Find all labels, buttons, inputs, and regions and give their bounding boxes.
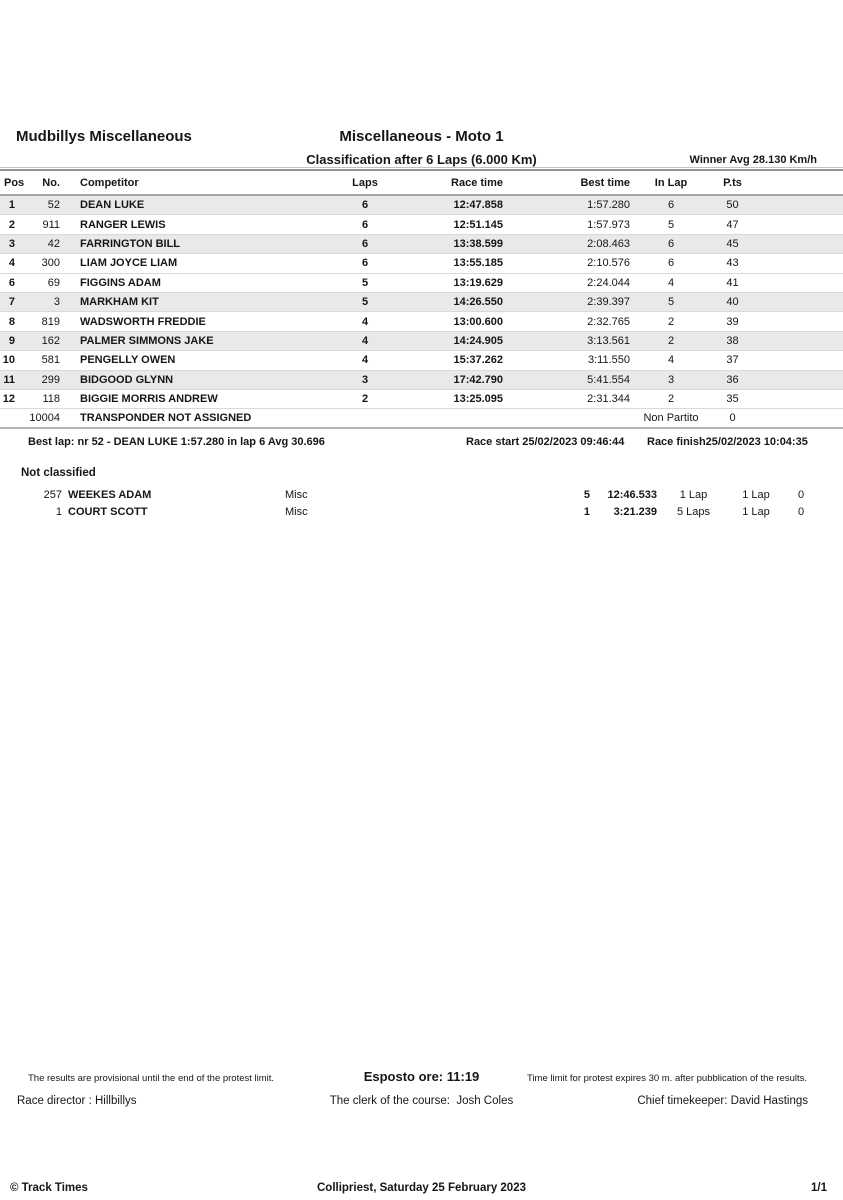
cell-laps: 5 bbox=[361, 276, 369, 289]
cell-pts: 45 bbox=[726, 237, 739, 250]
cell-best-time: 2:32.765 bbox=[587, 315, 630, 328]
table-row bbox=[0, 351, 843, 370]
cell-no: 581 bbox=[41, 354, 60, 367]
nc-cell-race-time: 12:46.533 bbox=[607, 488, 657, 501]
cell-pts: 35 bbox=[726, 393, 739, 406]
page-number: 1/1 bbox=[811, 1182, 827, 1194]
nc-cell-competitor: WEEKES ADAM bbox=[68, 488, 152, 501]
cell-pts: 47 bbox=[726, 218, 739, 231]
cell-competitor: LIAM JOYCE LIAM bbox=[80, 257, 178, 270]
esposto-time: Esposto ore: 11:19 bbox=[363, 1069, 480, 1084]
cell-in-lap: 6 bbox=[667, 237, 675, 250]
cell-pts: 37 bbox=[726, 354, 739, 367]
cell-race-time: 17:42.790 bbox=[453, 373, 503, 386]
cell-pos: 2 bbox=[8, 218, 15, 231]
nc-cell-gap: 5 Laps bbox=[676, 505, 711, 518]
table-row bbox=[0, 332, 843, 351]
cell-in-lap: 5 bbox=[667, 296, 675, 309]
classification-table bbox=[0, 167, 843, 429]
cell-competitor: MARKHAM KIT bbox=[80, 296, 159, 309]
cell-laps: 4 bbox=[361, 354, 369, 367]
col-header-race-time: Race time bbox=[451, 176, 503, 189]
provisional-note: The results are provisional until the end of the protest limit. bbox=[28, 1073, 275, 1084]
cell-race-time: 13:55.185 bbox=[453, 257, 503, 270]
cell-race-time: 12:47.858 bbox=[453, 199, 503, 212]
col-header-competitor: Competitor bbox=[80, 176, 139, 189]
cell-laps: 2 bbox=[361, 393, 369, 406]
cell-best-time: 1:57.280 bbox=[587, 199, 630, 212]
not-classified-title: Not classified bbox=[21, 467, 96, 479]
not-classified-section bbox=[0, 467, 843, 520]
table-row bbox=[0, 293, 843, 312]
cell-competitor: BIDGOOD GLYNN bbox=[80, 373, 174, 386]
cell-in-lap: 5 bbox=[667, 218, 675, 231]
cell-pts: 40 bbox=[726, 296, 739, 309]
table-row bbox=[0, 371, 843, 390]
copyright: © Track Times bbox=[10, 1182, 88, 1194]
nc-cell-no: 257 bbox=[43, 488, 62, 501]
table-row bbox=[0, 409, 843, 428]
page-footer bbox=[0, 1182, 843, 1198]
cell-laps: 6 bbox=[361, 257, 369, 270]
best-lap-text: Best lap: nr 52 - DEAN LUKE 1:57.280 in lap 6 Avg 30.696 bbox=[28, 436, 325, 448]
cell-best-time: 1:57.973 bbox=[587, 218, 630, 231]
cell-in-lap: Non Partito bbox=[643, 411, 699, 424]
cell-in-lap: 2 bbox=[667, 334, 675, 347]
table-row bbox=[0, 254, 843, 273]
race-start-text: Race start 25/02/2023 09:46:44 bbox=[466, 436, 625, 448]
cell-competitor: BIGGIE MORRIS ANDREW bbox=[80, 393, 218, 406]
table-header-row bbox=[0, 171, 843, 196]
not-classified-rows bbox=[0, 486, 843, 520]
col-header-best-time: Best time bbox=[580, 176, 630, 189]
cell-best-time: 2:31.344 bbox=[587, 393, 630, 406]
cell-competitor: WADSWORTH FREDDIE bbox=[80, 315, 206, 328]
nc-cell-category: Misc bbox=[285, 505, 308, 518]
cell-in-lap: 6 bbox=[667, 199, 675, 212]
cell-pos: 9 bbox=[8, 334, 15, 347]
race-finish-text: Race finish25/02/2023 10:04:35 bbox=[647, 436, 808, 448]
cell-competitor: FARRINGTON BILL bbox=[80, 237, 181, 250]
nc-cell-race-time: 3:21.239 bbox=[613, 505, 657, 518]
nc-cell-laps: 1 bbox=[583, 505, 590, 518]
chief-timekeeper: Chief timekeeper: David Hastings bbox=[637, 1095, 808, 1107]
table-row bbox=[0, 215, 843, 234]
cell-no: 118 bbox=[42, 393, 60, 406]
cell-race-time: 14:24.905 bbox=[453, 334, 503, 347]
cell-race-time: 13:19.629 bbox=[453, 276, 503, 289]
cell-no: 69 bbox=[47, 276, 60, 289]
cell-race-time: 13:00.600 bbox=[453, 315, 503, 328]
col-header-no: No. bbox=[42, 176, 60, 189]
cell-laps: 4 bbox=[361, 334, 369, 347]
cell-laps: 4 bbox=[361, 315, 369, 328]
cell-pos: 3 bbox=[8, 237, 15, 250]
cell-no: 911 bbox=[42, 218, 60, 231]
cell-competitor: PALMER SIMMONS JAKE bbox=[80, 334, 214, 347]
cell-best-time: 2:10.576 bbox=[587, 257, 630, 270]
cell-competitor: PENGELLY OWEN bbox=[80, 354, 176, 367]
cell-pos: 6 bbox=[8, 276, 15, 289]
table-row bbox=[0, 196, 843, 215]
cell-competitor: FIGGINS ADAM bbox=[80, 276, 161, 289]
cell-no: 42 bbox=[47, 237, 60, 250]
nc-cell-gap: 1 Lap bbox=[679, 488, 708, 501]
protest-note: Time limit for protest expires 30 m. after pubblication of the results. bbox=[526, 1073, 807, 1084]
report-header bbox=[0, 127, 843, 167]
cell-competitor: DEAN LUKE bbox=[80, 199, 145, 212]
not-classified-row bbox=[0, 486, 843, 503]
winner-average: Winner Avg 28.130 Km/h bbox=[689, 154, 817, 166]
cell-no: 300 bbox=[41, 257, 60, 270]
cell-pts: 0 bbox=[729, 411, 736, 424]
cell-race-time: 14:26.550 bbox=[453, 296, 503, 309]
cell-pts: 36 bbox=[726, 373, 739, 386]
cell-pts: 43 bbox=[726, 257, 739, 270]
cell-race-time: 13:38.599 bbox=[453, 237, 503, 250]
cell-best-time: 3:13.561 bbox=[587, 334, 630, 347]
cell-no: 299 bbox=[41, 373, 60, 386]
race-director: Race director : Hillbillys bbox=[17, 1095, 137, 1107]
cell-best-time: 2:08.463 bbox=[587, 237, 630, 250]
nc-cell-in-lap: 1 Lap bbox=[742, 505, 770, 518]
cell-no: 162 bbox=[41, 334, 60, 347]
event-title: Mudbillys Miscellaneous bbox=[16, 128, 192, 145]
cell-no: 3 bbox=[53, 296, 60, 309]
nc-cell-no: 1 bbox=[55, 505, 62, 518]
cell-in-lap: 4 bbox=[667, 354, 675, 367]
table-row bbox=[0, 274, 843, 293]
nc-cell-pts: 0 bbox=[797, 505, 805, 518]
cell-race-time: 13:25.095 bbox=[453, 393, 503, 406]
race-title: Miscellaneous - Moto 1 bbox=[339, 128, 504, 145]
cell-pos: 8 bbox=[8, 315, 15, 328]
cell-in-lap: 6 bbox=[667, 257, 675, 270]
cell-pos: 10 bbox=[2, 354, 15, 367]
nc-cell-in-lap: 1 Lap bbox=[742, 488, 770, 501]
cell-best-time: 3:11.550 bbox=[587, 354, 630, 367]
cell-no: 10004 bbox=[29, 411, 60, 424]
table-row bbox=[0, 390, 843, 409]
cell-best-time: 5:41.554 bbox=[587, 373, 630, 386]
col-header-in-lap: In Lap bbox=[654, 176, 688, 189]
cell-pos: 4 bbox=[8, 257, 15, 270]
cell-best-time: 2:39.397 bbox=[587, 296, 630, 309]
col-header-pts: P.ts bbox=[723, 176, 742, 189]
race-summary bbox=[0, 436, 843, 452]
col-header-laps: Laps bbox=[352, 176, 378, 189]
cell-race-time: 15:37.262 bbox=[453, 354, 503, 367]
col-header-pos: Pos bbox=[4, 176, 25, 189]
cell-in-lap: 4 bbox=[667, 276, 675, 289]
table-body bbox=[0, 196, 843, 429]
cell-pts: 38 bbox=[726, 334, 739, 347]
classification-subtitle: Classification after 6 Laps (6.000 Km) bbox=[306, 152, 537, 167]
nc-cell-category: Misc bbox=[285, 488, 308, 501]
cell-pts: 39 bbox=[726, 315, 739, 328]
cell-competitor: TRANSPONDER NOT ASSIGNED bbox=[80, 411, 252, 424]
table-row bbox=[0, 312, 843, 331]
cell-laps: 6 bbox=[361, 218, 369, 231]
cell-laps: 5 bbox=[361, 296, 369, 309]
location-date: Collipriest, Saturday 25 February 2023 bbox=[316, 1182, 526, 1194]
cell-pts: 41 bbox=[726, 276, 739, 289]
nc-cell-pts: 0 bbox=[797, 488, 805, 501]
cell-race-time: 12:51.145 bbox=[453, 218, 503, 231]
cell-in-lap: 2 bbox=[667, 315, 675, 328]
cell-pos: 7 bbox=[8, 296, 15, 309]
clerk-of-course: The clerk of the course: Josh Coles bbox=[329, 1095, 514, 1107]
cell-no: 819 bbox=[41, 315, 60, 328]
cell-laps: 6 bbox=[361, 237, 369, 250]
cell-in-lap: 2 bbox=[667, 393, 675, 406]
nc-cell-competitor: COURT SCOTT bbox=[68, 505, 148, 518]
cell-laps: 3 bbox=[361, 373, 369, 386]
nc-cell-laps: 5 bbox=[583, 488, 590, 501]
table-row bbox=[0, 235, 843, 254]
cell-no: 52 bbox=[47, 199, 60, 212]
not-classified-row bbox=[0, 503, 843, 520]
cell-best-time: 2:24.044 bbox=[587, 276, 630, 289]
cell-pos: 12 bbox=[2, 393, 15, 406]
cell-in-lap: 3 bbox=[667, 373, 675, 386]
cell-competitor: RANGER LEWIS bbox=[80, 218, 166, 231]
cell-pts: 50 bbox=[726, 199, 739, 212]
cell-pos: 11 bbox=[3, 373, 15, 386]
cell-laps: 6 bbox=[361, 199, 369, 212]
cell-pos: 1 bbox=[8, 199, 15, 212]
